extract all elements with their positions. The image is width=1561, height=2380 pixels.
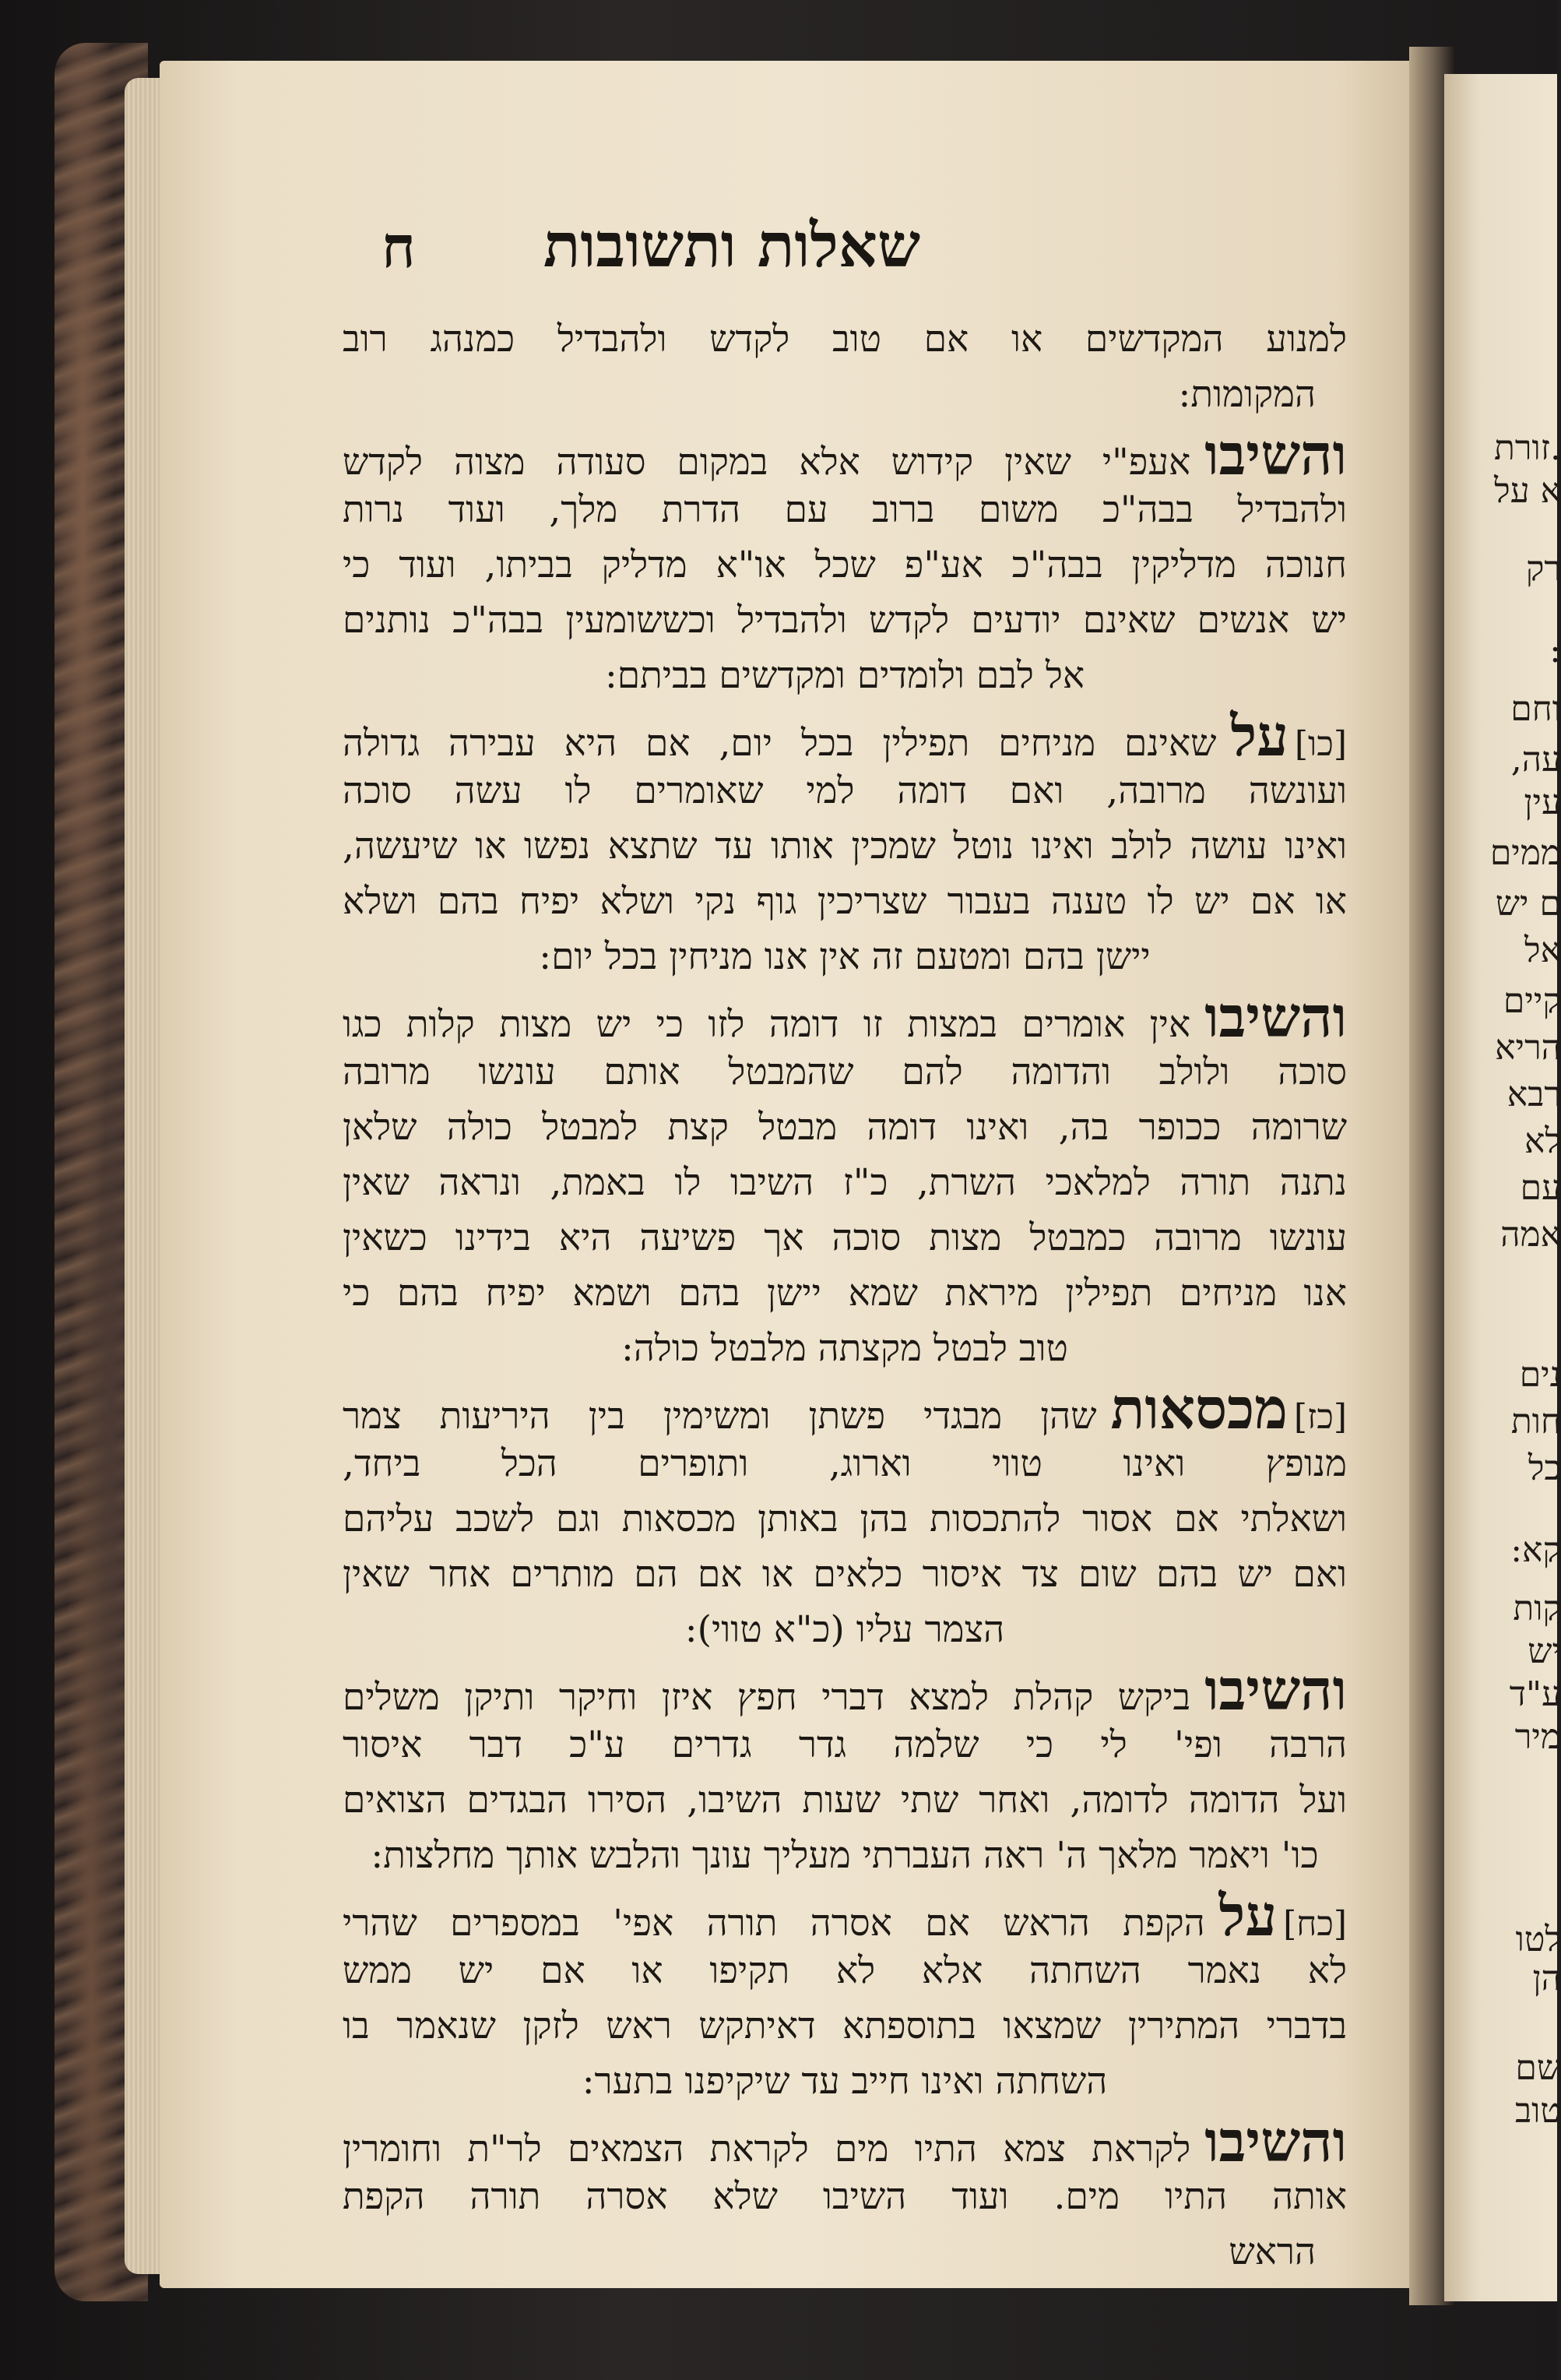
- text-line: [343, 1155, 1347, 1210]
- line-text: לא נאמר השחתה אלא לא תקיפו או אם יש ממש: [343, 1949, 1347, 1992]
- line-text: אותה התיו מים. ועוד השיבו שלא אסרה תורה הקפת: [343, 2175, 1347, 2218]
- line-text: אנו מניחים תפילין מיראת שמא יישן בהם ושמא יפיח בהם כי: [343, 1272, 1347, 1315]
- text-line: [343, 1436, 1347, 1491]
- line-text: יש אנשים שאינם יודעים לקדש ולהבדיל וכששומעין בבה"כ נותנים: [343, 599, 1347, 642]
- facing-page-text: חות: [1510, 1402, 1561, 1442]
- facing-page-text: נים: [1519, 1355, 1561, 1395]
- line-text: הרבה ופי' לי כי שלמה גדר גדרים ע"כ דבר איסור: [343, 1723, 1347, 1766]
- text-line: [343, 1656, 1347, 1723]
- facing-page-text: יש: [1528, 1632, 1561, 1671]
- text-line: [343, 1375, 1347, 1442]
- text-section: [343, 1375, 1347, 1657]
- facing-page-text: אמה: [1500, 1215, 1561, 1255]
- paragraph-number: [כו]: [1294, 724, 1347, 764]
- line-text: ואינו עושה לולב ואינו נוטל שמכין אותו עד שתצא נפשו או שיעשה,: [343, 825, 1347, 868]
- facing-page-text: טוב: [1514, 2091, 1561, 2131]
- text-line: [343, 874, 1347, 929]
- line-text: ועל הדומה לדומה, ואחר שתי שעות השיבו, הסירו הבגדים הצואים: [343, 1779, 1347, 1822]
- text-line: [343, 1882, 1347, 1949]
- facing-page-text: קות: [1513, 1589, 1561, 1628]
- line-text: חנוכה מדליקין בבה"כ אע"פ שכל או"א מדליק בביתו, ועוד כי: [343, 544, 1347, 586]
- section-keyword: והשיבו: [1204, 2108, 1347, 2174]
- paragraph-number: [כח]: [1283, 1904, 1347, 1944]
- line-text: הקפת הראש אם אסרה תורה אפי' במספרים שהרי: [343, 1902, 1205, 1945]
- facing-page-text: מיר: [1514, 1717, 1561, 1757]
- text-line: [343, 929, 1347, 984]
- facing-page-text: לטו: [1515, 1920, 1561, 1959]
- facing-page-text: .זורת: [1494, 428, 1561, 468]
- text-section: [343, 984, 1347, 1376]
- text-line: [343, 2224, 1347, 2280]
- line-text: לקראת צמא התיו מים לקראת הצמאים לר"ת וחומרין: [343, 2128, 1191, 2171]
- facing-page-text: הן: [1532, 1959, 1561, 1998]
- text-line: [343, 763, 1347, 819]
- line-text: למנוע המקדשים או אם טוב לקדש ולהבדיל כמנהג רוב: [343, 318, 1347, 361]
- line-text: טוב לבטל מקצתה מלבטל כולה:: [621, 1327, 1068, 1370]
- line-text: המקומות:: [1178, 373, 1316, 416]
- text-line: [343, 2169, 1347, 2224]
- line-text: מנופץ ואינו טווי וארוג, ותופרים הכל ביחד,: [343, 1442, 1347, 1485]
- facing-page-text: הריא: [1495, 1028, 1561, 1068]
- text-line: [343, 1773, 1347, 1828]
- text-line: [343, 1547, 1347, 1602]
- running-head: שאלות ותשובות: [543, 210, 921, 281]
- line-text: בדברי המתירין שמצאו בתוספתא דאיתקש ראש לזקן שנאמר בו: [343, 2005, 1347, 2047]
- facing-page-text: שם: [1515, 2048, 1561, 2088]
- line-text: עונשו מרובה כמבטל מצות סוכה אך פשיעה היא בידינו כשאין: [343, 1216, 1347, 1259]
- facing-page-text: עין: [1524, 783, 1561, 822]
- line-text: שאינם מניחים תפילין בכל יום, אם היא עבירה גדולה: [343, 722, 1217, 765]
- line-text: ואם יש בהם שום צד איסור כלאים או אם הם מותרים אחר שאין: [343, 1553, 1347, 1596]
- text-line: [343, 1828, 1347, 1883]
- line-text: שהן מבגדי פשתן ומשימין בין היריעות צמר: [343, 1395, 1097, 1438]
- text-line: [343, 702, 1347, 769]
- text-section: [343, 312, 1347, 422]
- facing-page-text: אל: [1524, 931, 1561, 970]
- line-text: שרומה ככופר בה, ואינו דומה מבטל קצת למבטל כולה שלאן: [343, 1106, 1347, 1149]
- line-text: השחתה ואינו חייב עד שיקיפנו בתער:: [582, 2060, 1108, 2103]
- text-line: [343, 537, 1347, 593]
- facing-page-text: :: [1549, 631, 1561, 671]
- text-section: [343, 2108, 1347, 2280]
- line-text: כו' ויאמר מלאך ה' ראה העברתי מעליך עונך והלבש אותך מחלצות:: [371, 1834, 1319, 1877]
- text-section: [343, 702, 1347, 984]
- line-text: אעפ"י שאין קידוש אלא במקום סעודה מצוה לקדש: [343, 441, 1191, 484]
- text-line: [343, 2108, 1347, 2174]
- section-keyword: על: [1230, 702, 1289, 769]
- line-text: הראש: [1229, 2230, 1316, 2273]
- facing-page-text: כל: [1528, 1449, 1561, 1488]
- text-section: [343, 1882, 1347, 2109]
- section-keyword: והשיבו: [1204, 984, 1347, 1050]
- page-number: ח: [381, 214, 416, 281]
- text-line: [343, 482, 1347, 537]
- text-line: [343, 367, 1347, 422]
- facing-page-text: ם יש: [1495, 884, 1561, 924]
- line-text: אין אומרים במצות זו דומה לזו כי יש מצות קלות כגו: [343, 1003, 1191, 1046]
- line-text: ביקש קהלת למצא דברי חפץ איזן וחיקר ותיקן משלים: [343, 1676, 1191, 1719]
- line-text: יישן בהם ומטעם זה אין אנו מניחין בכל יום:: [539, 935, 1151, 978]
- line-text: ולהבדיל בבה"כ משום ברוב עם הדרת מלך, ועוד נרות: [343, 488, 1347, 531]
- text-line: [343, 984, 1347, 1050]
- text-line: [343, 1210, 1347, 1266]
- line-text: ועונשה מרובה, ואם דומה למי שאומרים לו עשה סוכה: [343, 769, 1347, 812]
- facing-page-text: ממים: [1489, 833, 1561, 873]
- text-line: [343, 2054, 1347, 2109]
- text-line: [343, 1100, 1347, 1155]
- text-line: [343, 1044, 1347, 1100]
- text-line: [343, 1998, 1347, 2054]
- text-line: [343, 648, 1347, 703]
- facing-page-text: ע"ד: [1509, 1674, 1561, 1714]
- line-text: ושאלתי אם אסור להתכסות בהן באותן מכסאות וגם לשכב עליהם: [343, 1498, 1347, 1540]
- facing-page-text: רבא: [1507, 1075, 1561, 1114]
- text-line: [343, 312, 1347, 367]
- text-line: [343, 593, 1347, 648]
- line-text: סוכה ולולב והדומה להם שהמבטל אותם עונשו מרובה: [343, 1051, 1347, 1093]
- main-text-column: [343, 312, 1347, 2284]
- text-section: [343, 421, 1347, 703]
- text-line: [343, 819, 1347, 874]
- text-line: [343, 1266, 1347, 1321]
- facing-page-text: עה,: [1510, 740, 1561, 780]
- facing-page-text: וחם: [1510, 689, 1561, 729]
- text-line: [343, 1321, 1347, 1376]
- facing-page-text: לא: [1524, 1121, 1561, 1161]
- section-keyword: מכסאות: [1110, 1375, 1288, 1442]
- section-keyword: והשיבו: [1204, 1656, 1347, 1723]
- line-text: הצמר עליו (כ"א טווי):: [684, 1608, 1005, 1651]
- facing-page-text: רק: [1525, 549, 1561, 589]
- section-keyword: והשיבו: [1204, 421, 1347, 488]
- text-line: [343, 1602, 1347, 1657]
- text-line: [343, 1491, 1347, 1547]
- section-keyword: על: [1218, 1882, 1278, 1949]
- text-line: [343, 421, 1347, 488]
- facing-page-text: עם: [1520, 1168, 1561, 1208]
- facing-page-text: א על: [1494, 471, 1561, 511]
- line-text: נתנה תורה למלאכי השרת, כ"ז השיבו לו באמת, ונראה שאין: [343, 1161, 1347, 1204]
- facing-page-text: קא:: [1510, 1530, 1561, 1570]
- text-line: [343, 1717, 1347, 1773]
- line-text: אל לבם ולומדים ומקדשים בביתם:: [604, 654, 1085, 697]
- facing-page-text: קיים: [1503, 981, 1561, 1021]
- text-line: [343, 1943, 1347, 1998]
- facing-page-fragment: [1444, 74, 1561, 2301]
- text-section: [343, 1656, 1347, 1883]
- line-text: או אם יש לו טענה בעבור שצריכין גוף נקי ושלא יפיח בהם ושלא: [343, 880, 1347, 923]
- paragraph-number: [כז]: [1293, 1397, 1347, 1437]
